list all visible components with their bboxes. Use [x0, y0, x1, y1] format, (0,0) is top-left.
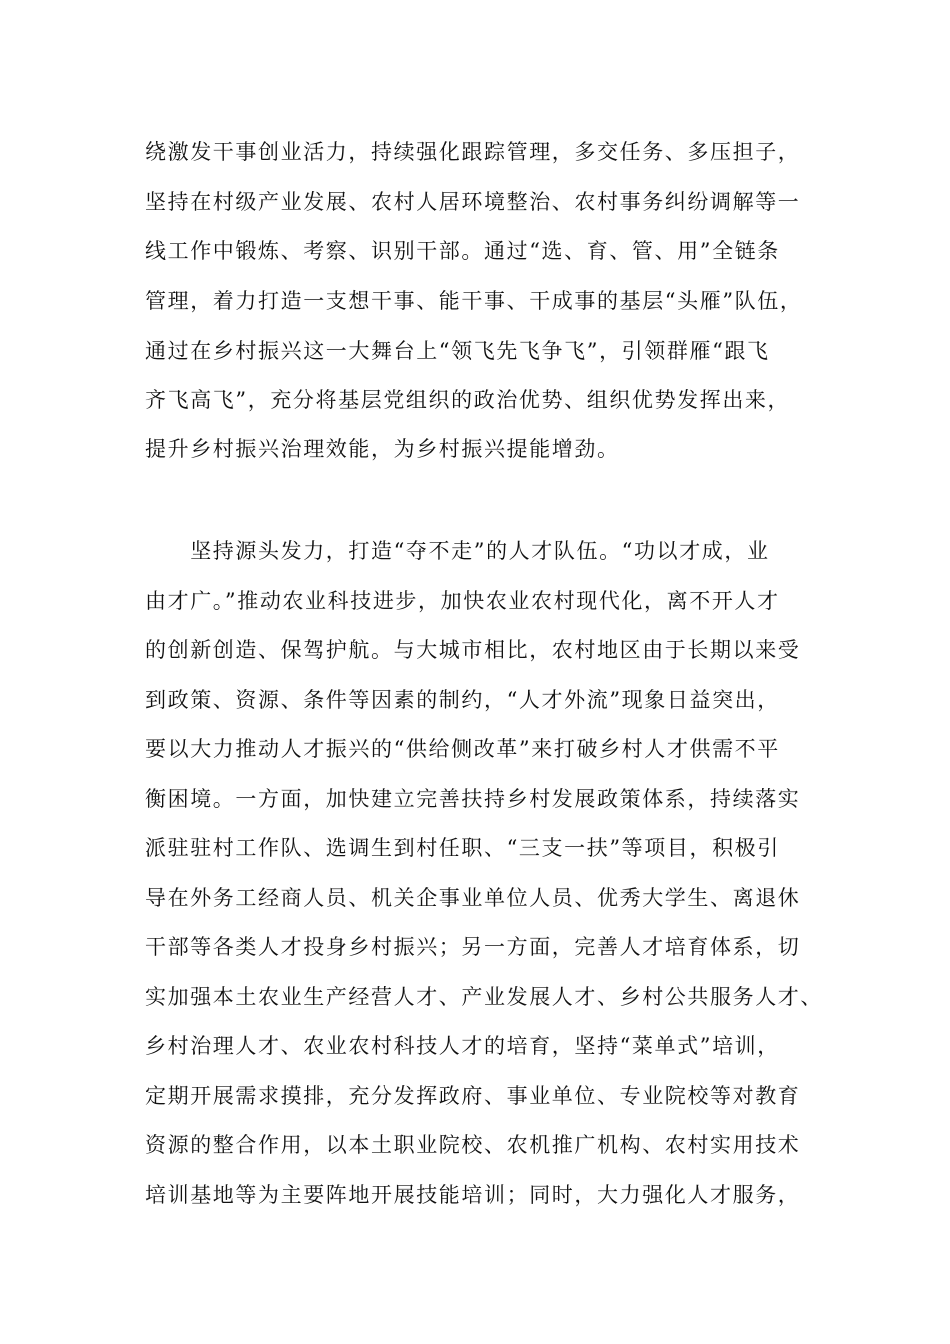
text-line: 由才广。”推动农业科技进步，加快农业农村现代化，离不开人才 [145, 589, 780, 613]
text-line: 坚持在村级产业发展、农村人居环境整治、农村事务纠纷调解等一 [145, 190, 801, 214]
text-line: 干部等各类人才投身乡村振兴；另一方面，完善人才培育体系，切 [145, 935, 801, 959]
text-line: 提升乡村振兴治理效能，为乡村振兴提能增劲。 [145, 437, 620, 461]
text-line: 资源的整合作用，以本土职业院校、农机推广机构、农村实用技术 [145, 1133, 801, 1157]
text-line: 乡村治理人才、农业农村科技人才的培育，坚持“菜单式”培训， [145, 1034, 780, 1058]
text-line: 通过在乡村振兴这一大舞台上“领飞先飞争飞”，引领群雁“跟飞 [145, 339, 770, 363]
text-line: 衡困境。一方面，加快建立完善扶持乡村发展政策体系，持续落实 [145, 787, 801, 811]
text-line: 定期开展需求摸排，充分发挥政府、事业单位、专业院校等对教育 [145, 1084, 801, 1108]
text-line: 导在外务工经商人员、机关企事业单位人员、优秀大学生、离退休 [145, 886, 801, 910]
text-line: 要以大力推动人才振兴的“供给侧改革”来打破乡村人才供需不平 [145, 737, 780, 761]
text-line: 齐飞高飞”，充分将基层党组织的政治优势、组织优势发挥出来， [145, 388, 791, 412]
text-line: 到政策、资源、条件等因素的制约，“人才外流”现象日益突出， [145, 688, 780, 712]
text-line: 管理，着力打造一支想干事、能干事、干成事的基层“头雁”队伍， [145, 289, 803, 313]
text-line: 的创新创造、保驾护航。与大城市相比，农村地区由于长期以来受 [145, 638, 801, 662]
text-line: 实加强本土农业生产经营人才、产业发展人才、乡村公共服务人才、 [145, 985, 823, 1009]
text-line: 培训基地等为主要阵地开展技能培训；同时，大力强化人才服务， [145, 1183, 801, 1207]
text-line: 派驻驻村工作队、选调生到村任职、“三支一扶”等项目，积极引 [145, 836, 780, 860]
text-line: 线工作中锻炼、考察、识别干部。通过“选、育、管、用”全链条 [145, 239, 780, 263]
text-line: 绕激发干事创业活力，持续强化跟踪管理，多交任务、多压担子， [145, 140, 801, 164]
text-line: 坚持源头发力，打造“夺不走”的人才队伍。“功以才成，业 [145, 539, 770, 563]
